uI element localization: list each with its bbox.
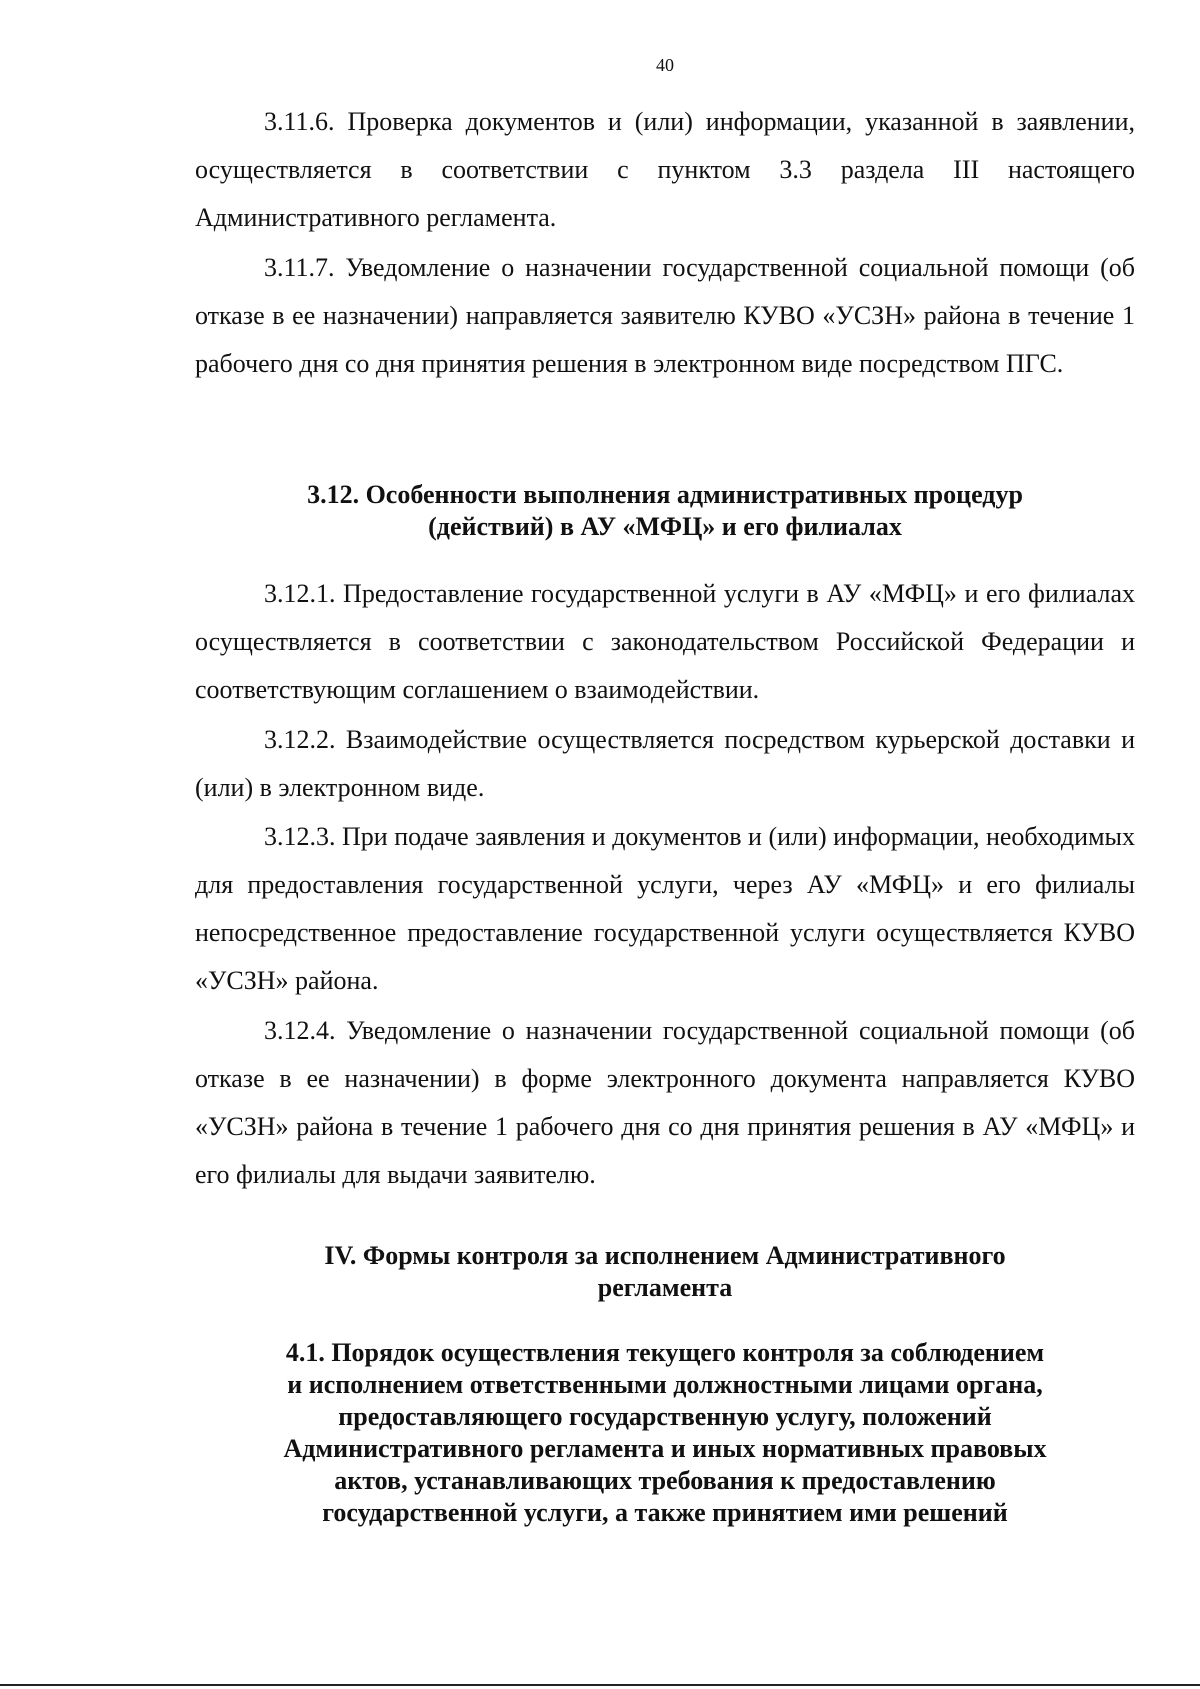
paragraph-3-12-1: 3.12.1. Предоставление государственной услуги в АУ «МФЦ» и его филиалах осуществляется в соответствии с законодательством Российской Федерации и соответствующим соглашением о взаимодействии. (195, 579, 1135, 704)
heading-line: предоставляющего государственную услугу, положений (338, 1402, 992, 1431)
section-heading-4-1 (195, 1337, 1135, 1529)
heading-line: государственной услуги, а также принятием ими решений (322, 1498, 1008, 1527)
heading-line: (действий) в АУ «МФЦ» и его филиалах (428, 512, 902, 541)
page-number: 40 (656, 55, 674, 75)
heading-line: Административного регламента и иных нормативных правовых (283, 1434, 1047, 1463)
paragraph-3-11-6: 3.11.6. Проверка документов и (или) информации, указанной в заявлении, осуществляется в соответствии с пунктом 3.3 раздела III настоящего Административного регламента. (195, 107, 1135, 232)
paragraph-3-12-2: 3.12.2. Взаимодействие осуществляется посредством курьерской доставки и (или) в электронном виде. (195, 725, 1135, 802)
paragraph-3-11-7: 3.11.7. Уведомление о назначении государственной социальной помощи (об отказе в ее назначении) направляется заявителю КУВО «УСЗН» района в течение 1 рабочего дня со дня принятия решения в электронном виде посредством ПГС. (195, 253, 1135, 378)
section-heading-3-12 (195, 479, 1135, 543)
paragraph-3-12-3: 3.12.3. При подаче заявления и документов и (или) информации, необходимых для предоставления государственной услуги, через АУ «МФЦ» и его филиалы непосредственное предоставление государственной услуги осуществляется КУВО «УСЗН» района. (195, 822, 1135, 995)
page-bottom-rule (0, 1684, 1200, 1686)
chapter-heading-iv (195, 1240, 1135, 1304)
heading-line: 3.12. Особенности выполнения административных процедур (307, 480, 1023, 509)
paragraph-3-12-4: 3.12.4. Уведомление о назначении государственной социальной помощи (об отказе в ее назначении) в форме электронного документа направляется КУВО «УСЗН» района в течение 1 рабочего дня со дня принятия решения в АУ «МФЦ» и его филиалы для выдачи заявителю. (195, 1016, 1135, 1189)
heading-line: актов, устанавливающих требования к предоставлению (334, 1466, 996, 1495)
heading-line: и исполнением ответственными должностными лицами органа, (287, 1370, 1043, 1399)
heading-line: IV. Формы контроля за исполнением Административного (324, 1241, 1006, 1270)
heading-line: 4.1. Порядок осуществления текущего контроля за соблюдением (285, 1338, 1045, 1367)
heading-line: регламента (597, 1273, 733, 1302)
